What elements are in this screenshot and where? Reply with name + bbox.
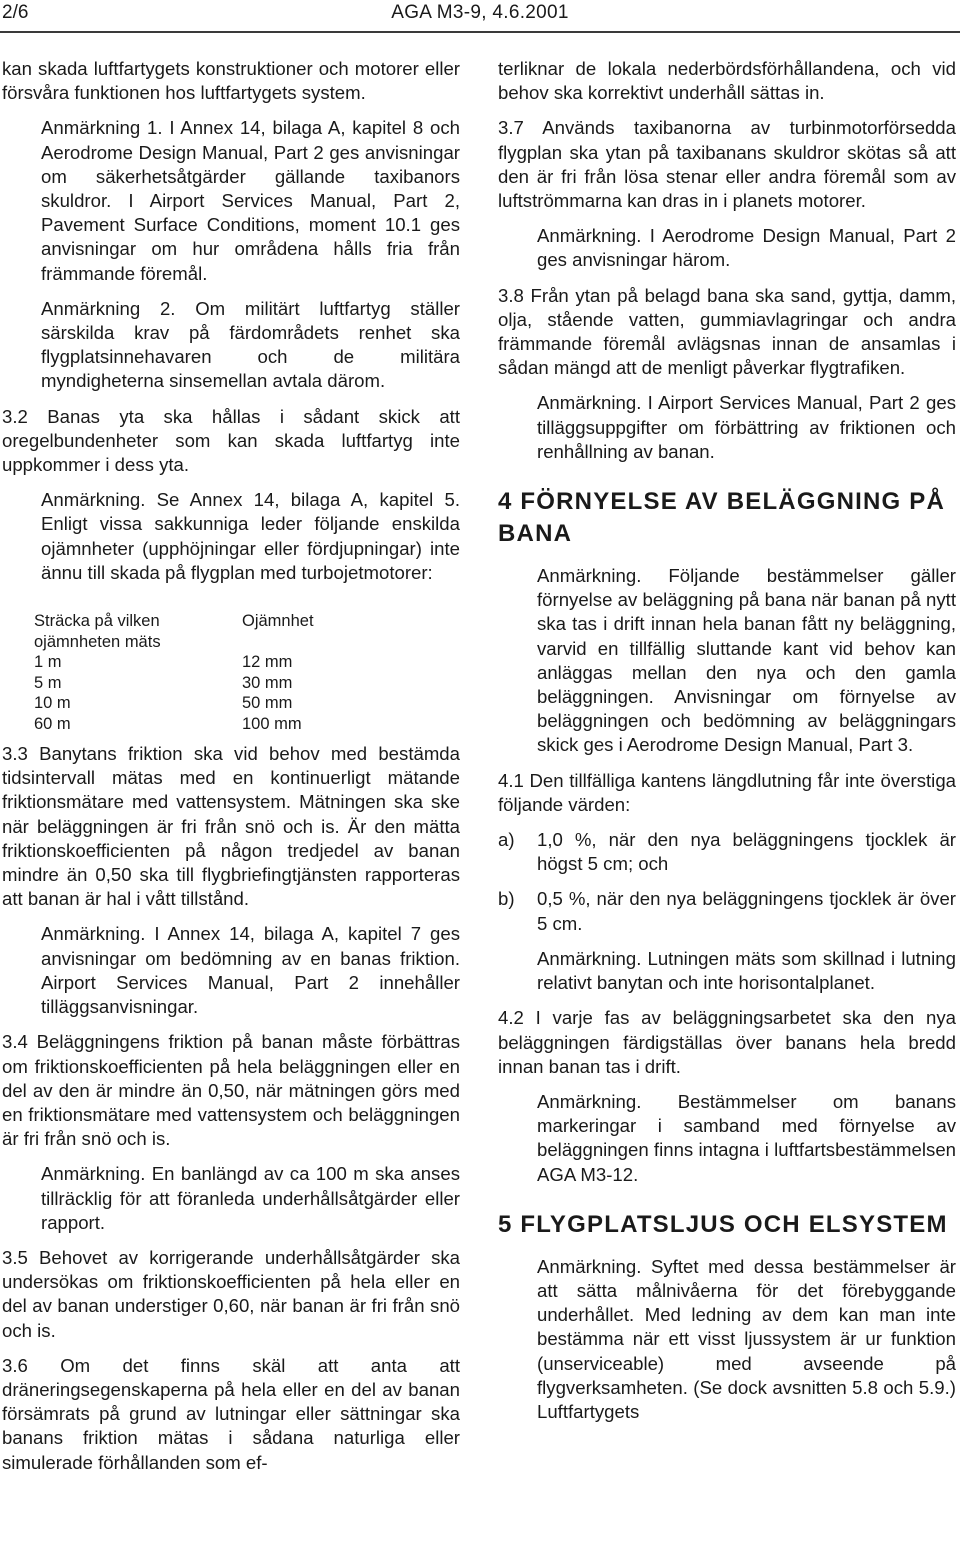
right-column [498,57,956,1424]
section-3-2: 3.2 Banas yta ska hållas i sådant skick att oregelbundenheter som kan skada luftfartyg inte uppkommer i dess yta. [2,405,460,476]
section-heading-5: 5 FLYGPLATSLJUS OCH ELSYSTEM [498,1210,948,1238]
page-number: 2/6 [2,2,29,23]
list-marker: a) [498,829,515,851]
note-paragraph: Anmärkning. Bestämmelser om banans markeringar i samband med förnyelse av beläggningen finns intagna i luftfartsbestämmelsen AGA M3-12. [537,1090,956,1185]
page-header [0,0,960,28]
header-divider [0,31,960,33]
section-heading-4: 4 FÖRNYELSE AV BELÄGGNING PÅ BANA [498,488,945,548]
paragraph: terliknar de lokala nederbördsförhållandena, och vid behov ska korrektivt underhåll sättas in. [498,58,956,104]
table-header-row [34,611,314,652]
list-text: 0,5 %, när den nya beläggningens tjocklek är över 5 cm. [537,888,956,934]
list-item [498,828,956,876]
section-3-6: 3.6 Om det finns skäl att anta att dräneringsegenskaperna på hela eller en del av banan försämrats på grund av lutningar eller sättningar ska banans friktion mätas i sådana naturliga eller simulerade förhållanden som ef- [2,1354,460,1473]
table-cell-distance: 5 m [34,673,62,692]
list-text: 1,0 %, när den nya beläggningens tjocklek är högst 5 cm; och [537,829,956,875]
note-paragraph: Anmärkning. Se Annex 14, bilaga A, kapitel 5. Enligt vissa sakkunniga leder följande enskilda ojämnheter (upphöjningar eller fördjupningar) inte ännu till skada på flygplan med turbojetmotorer: [41,489,460,583]
section-3-7: 3.7 Används taxibanorna av turbinmotorförsedda flygplan ska ytan på taxibanans skuldror skötas så att den är fri från lösa stenar eller andra föremål som av luftströmmarna kan dras in i planets motorer. [498,117,956,212]
section-3-5: 3.5 Behovet av korrigerande underhållsåtgärder ska undersökas om friktionskoefficienten på hela eller en del av banan understiger 0,60, när banan är fri från snö och is. [2,1246,460,1341]
table-cell-unevenness: 100 mm [242,714,302,733]
document-reference: AGA M3-9, 4.6.2001 [391,2,569,23]
section-4-2: 4.2 I varje fas av beläggningsarbetet ska den nya beläggningen färdigställas över banans hela bredd innan banan tas i drift. [498,1007,956,1077]
table-row [34,693,314,714]
note-paragraph: Anmärkning 2. Om militärt luftfartyg ställer särskilda krav på färdområdets renhet ska flygplatsinnehavaren och de militära myndigheterna sinsemellan avtala därom. [41,297,460,392]
list-marker: b) [498,888,515,910]
paragraph: kan skada luftfartygets konstruktioner och motorer eller försvåra funktionen hos luftfartygets system. [2,58,460,104]
table-cell-distance: 1 m [34,653,62,672]
note-paragraph: Anmärkning. Följande bestämmelser gäller förnyelse av beläggning på bana när banan på nytt ska tas i drift innan hela banan fått ny beläggning, varvid en tillfällig sluttande kant vid behov kan anläggas mellan den nya och den gamla beläggningen. Anvisningar om förnyelse av beläggningen och bedömning av beläggningars skick ges i Aerodrome Design Manual, Part 3. [537,565,956,756]
section-3-4: 3.4 Beläggningens friktion på banan måste förbättras om friktionskoefficienten på hela beläggningen eller en del av den är mindre än 0,50, när mätningen görs med en friktionsmätare med vattensystem och beläggningen är fri från snö och is. [2,1031,460,1150]
note-paragraph: Anmärkning 1. I Annex 14, bilaga A, kapitel 8 och Aerodrome Design Manual, Part 2 ges anvisningar om säkerhetsåtgärder gällande taxibanors skuldror. I Airport Services Manual, Part 2, Pavement Surface Conditions, moment 10.1 ges anvisningar om hur områdena hålls fria från främmande föremål. [41,117,460,284]
section-4-1: 4.1 Den tillfälliga kantens längdlutning får inte överstiga följande värden: [498,769,956,815]
table-cell-distance: 60 m [34,714,71,733]
table-cell-unevenness: 30 mm [242,673,293,692]
table-row [34,652,314,673]
list-item [498,887,956,935]
note-paragraph: Anmärkning. I Airport Services Manual, Part 2 ges tilläggsuppgifter om förbättring av friktionen och renhållning av banan. [537,392,956,462]
note-paragraph: Anmärkning. I Aerodrome Design Manual, Part 2 ges anvisningar härom. [537,225,956,271]
section-3-8: 3.8 Från ytan på belagd bana ska sand, gyttja, damm, olja, stående vatten, gummiavlagringar och andra främmande föremål avlägsnas innan de ansamlas i sådan mängd att de menligt påverkar flygtrafiken. [498,284,956,379]
note-paragraph: Anmärkning. I Annex 14, bilaga A, kapitel 7 ges anvisningar om bedömning av en banas friktion. Airport Services Manual, Part 2 innehåller tilläggsanvisningar. [41,923,460,1018]
note-paragraph: Anmärkning. En banlängd av ca 100 m ska anses tillräcklig för att föranleda underhållsåtgärder eller rapport. [41,1163,460,1233]
left-column [2,57,460,1475]
unevenness-table [34,611,314,734]
table-row [34,673,314,694]
note-paragraph: Anmärkning. Lutningen mäts som skillnad i lutning relativt banytan och inte horisontalplanet. [537,947,956,994]
section-3-3: 3.3 Banytans friktion ska vid behov med bestämda tidsintervall mätas med en kontinuerligt mätande friktionsmätare med vattensystem. Mätningen ska ske när beläggningen är fri från snö och is. Är den mätta friktionskoefficienten på någon tredjedel av banan mindre än 0,50 ska till flygbriefingtjänsten rapporteras att banan är hal i vått tillstånd. [2,743,460,910]
table-header-distance: Sträcka på vilken ojämnheten mäts [34,612,161,651]
table-cell-unevenness: 12 mm [242,653,293,672]
table-header-unevenness: Ojämnhet [242,612,314,631]
note-paragraph: Anmärkning. Syftet med dessa bestämmelser är att sätta målnivåerna för det förebyggande underhållet. Med ledning av dem kan man inte bestämma när ett visst ljussystem är ur funktion (unserviceable) med avseende på flygverksamheten. (Se dock avsnitten 5.8 och 5.9.) Luftfartygets [537,1255,956,1422]
table-row [34,714,314,735]
table-cell-unevenness: 50 mm [242,694,293,713]
table-cell-distance: 10 m [34,694,71,713]
